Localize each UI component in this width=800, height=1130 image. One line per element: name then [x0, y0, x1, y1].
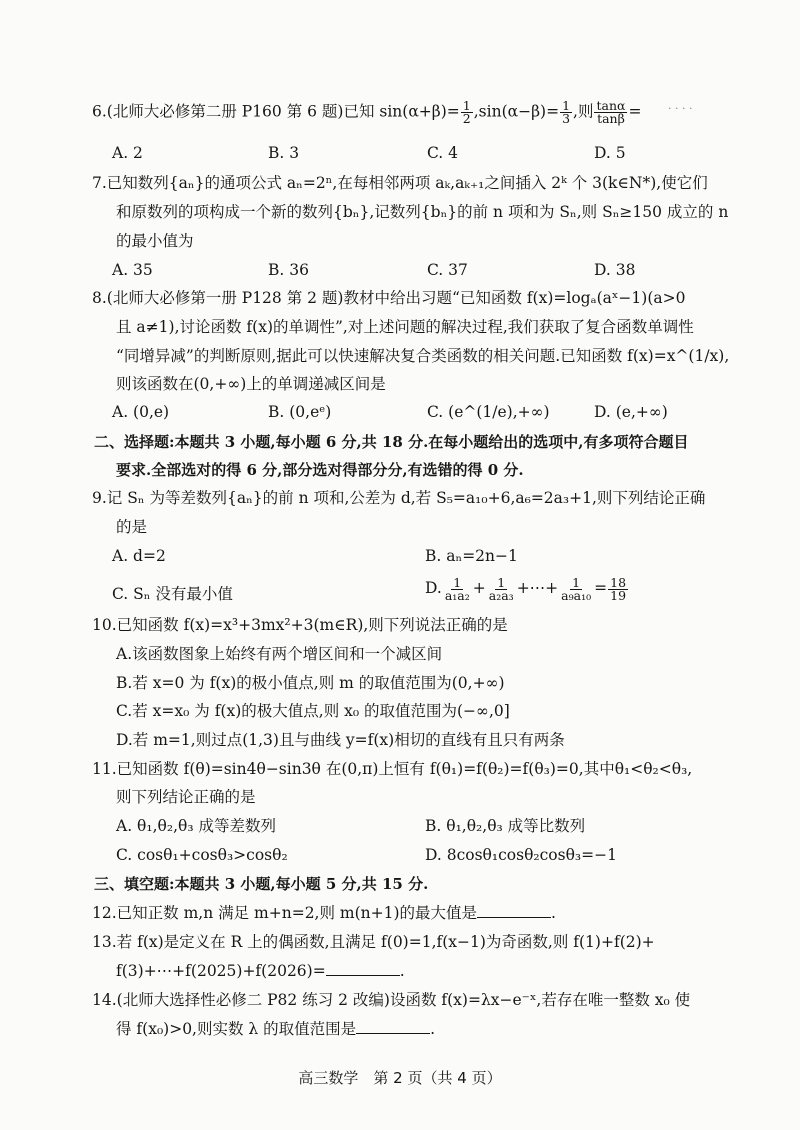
q8-option-d: D. (e,+∞): [594, 403, 668, 421]
q10-option-a: A.该函数图象上始终有两个增区间和一个减区间: [116, 645, 443, 663]
page-footer: 高三数学 第 2 页（共 4 页）: [298, 1069, 502, 1087]
q9-frac-3: $\frac{1}{\text{a₉a₁₀}}$: [561, 574, 592, 603]
q6-stem: 6.(北师大必修第二册 P160 第 6 题)已知 sin(α+β)= $\frac{1}{2}$ ,sin(α−β)= $\frac{1}{3}$ ,则 $\frac{\tan\alpha}{\tan\beta}$ =: [92, 98, 642, 126]
section-2-heading-cont: 要求.全部选对的得 6 分,部分选对得部分分,有选错的得 0 分.: [116, 461, 524, 479]
q10-option-d: D.若 m=1,则过点(1,3)且与曲线 y=f(x)相切的直线有且只有两条: [116, 731, 565, 749]
q9-line-2: 的是: [116, 518, 148, 536]
q13-answer-blank[interactable]: [326, 961, 400, 976]
q13-line-1: 13.若 f(x)是定义在 R 上的偶函数,且满足 f(0)=1,f(x−1)为奇函数,则 f(1)+f(2)+: [92, 933, 655, 951]
q7-line-2: 和原数列的项构成一个新的数列{bₙ},记数列{bₙ}的前 n 项和为 Sₙ,则 Sₙ≥150 成立的 n: [116, 203, 729, 221]
q7-option-c: C. 37: [427, 261, 468, 279]
q6-frac-3: $\frac{\tan\alpha}{\tan\beta}$: [596, 98, 626, 126]
q7-option-b: B. 36: [268, 261, 309, 279]
q6-option-c: C. 4: [427, 144, 459, 162]
q9-frac-result: $\frac{18}{19}$: [610, 574, 627, 603]
q14-line-2: 得 f(x₀)>0,则实数 λ 的取值范围是 .: [116, 1020, 436, 1038]
scan-noise: · · · ·: [668, 102, 693, 115]
q8-line-4: 则该函数在(0,+∞)上的单调递减区间是: [116, 375, 386, 393]
q9-frac-1: $\frac{1}{\text{a₁a₂}}$: [444, 574, 470, 603]
q8-option-b: B. (0,eᵉ): [268, 403, 332, 421]
section-3-heading: 三、填空题:本题共 3 小题,每小题 5 分,共 15 分.: [94, 875, 429, 893]
q11-line-2: 则下列结论正确的是: [116, 788, 256, 806]
q7-option-d: D. 38: [594, 261, 636, 279]
q11-option-c: C. cosθ₁+cosθ₃>cosθ₂: [116, 846, 288, 864]
q11-option-d: D. 8cosθ₁cosθ₂cosθ₃=−1: [425, 846, 617, 864]
q7-option-a: A. 35: [112, 261, 153, 279]
q9-option-b: B. aₙ=2n−1: [425, 547, 518, 565]
q6-frac-2: $\frac{1}{3}$: [562, 98, 571, 126]
q14-answer-blank[interactable]: [356, 1019, 430, 1034]
q7-line-3: 的最小值为: [116, 232, 194, 250]
q10-option-c: C.若 x=x₀ 为 f(x)的极大值点,则 x₀ 的取值范围为(−∞,0]: [116, 702, 510, 720]
section-2-heading: 二、选择题:本题共 3 小题,每小题 6 分,共 18 分.在每小题给出的选项中,有多项符合题目: [94, 433, 689, 451]
q9-option-a: A. d=2: [112, 547, 166, 565]
q7-line-1: 7.已知数列{aₙ}的通项公式 aₙ=2ⁿ,在每相邻两项 aₖ,aₖ₊₁之间插入 2ᵏ 个 3(k∈N*),使它们: [92, 174, 708, 192]
q9-frac-2: $\frac{1}{\text{a₂a₃}}$: [488, 574, 514, 603]
q10-option-b: B.若 x=0 为 f(x)的极小值点,则 m 的取值范围为(0,+∞): [116, 674, 505, 692]
q8-option-c: C. (e^(1/e),+∞): [427, 403, 550, 421]
q11-line-1: 11.已知函数 f(θ)=sin4θ−sin3θ 在(0,π)上恒有 f(θ₁)=f(θ₂)=f(θ₃)=0,其中θ₁<θ₂<θ₃,: [92, 760, 693, 778]
q6-option-a: A. 2: [112, 144, 143, 162]
q6-frac-1: $\frac{1}{2}$: [462, 98, 471, 126]
q8-line-1: 8.(北师大必修第一册 P128 第 2 题)教材中给出习题“已知函数 f(x)=logₐ(aˣ−1)(a>0: [92, 289, 686, 307]
q14-line-1: 14.(北师大选择性必修二 P82 练习 2 改编)设函数 f(x)=λx−e⁻ˣ,若存在唯一整数 x₀ 使: [92, 991, 691, 1009]
q8-option-a: A. (0,e): [112, 403, 170, 421]
q9-line-1: 9.记 Sₙ 为等差数列{aₙ}的前 n 项和,公差为 d,若 S₅=a₁₀+6,a₆=2a₃+1,则下列结论正确: [92, 489, 706, 507]
q8-line-3: “同增异减”的判断原则,据此可以快速解决复合类函数的相关问题.已知函数 f(x)=x^(1/x),: [116, 347, 730, 365]
q6-option-d: D. 5: [594, 144, 626, 162]
q11-option-b: B. θ₁,θ₂,θ₃ 成等比数列: [425, 817, 586, 835]
q6-option-b: B. 3: [268, 144, 300, 162]
q8-line-2: 且 a≠1),讨论函数 f(x)的单调性”,对上述问题的解决过程,我们获取了复合函数单调性: [116, 318, 694, 336]
q10-stem: 10.已知函数 f(x)=x³+3mx²+3(m∈R),则下列说法正确的是: [92, 616, 508, 634]
q13-line-2: f(3)+⋯+f(2025)+f(2026)= .: [116, 962, 405, 980]
q9-option-d: D. $\frac{1}{\text{a₁a₂}}$ + $\frac{1}{\text{a₂a₃}}$ +⋯+ $\frac{1}{\text{a₉a₁₀}}$ = $\frac{18}{19}$: [425, 574, 627, 603]
q11-option-a: A. θ₁,θ₂,θ₃ 成等差数列: [116, 817, 276, 835]
q12-answer-blank[interactable]: [477, 903, 551, 918]
q12-line: 12.已知正数 m,n 满足 m+n=2,则 m(n+1)的最大值是 .: [92, 904, 556, 922]
q9-option-c: C. Sₙ 没有最小值: [112, 585, 233, 603]
